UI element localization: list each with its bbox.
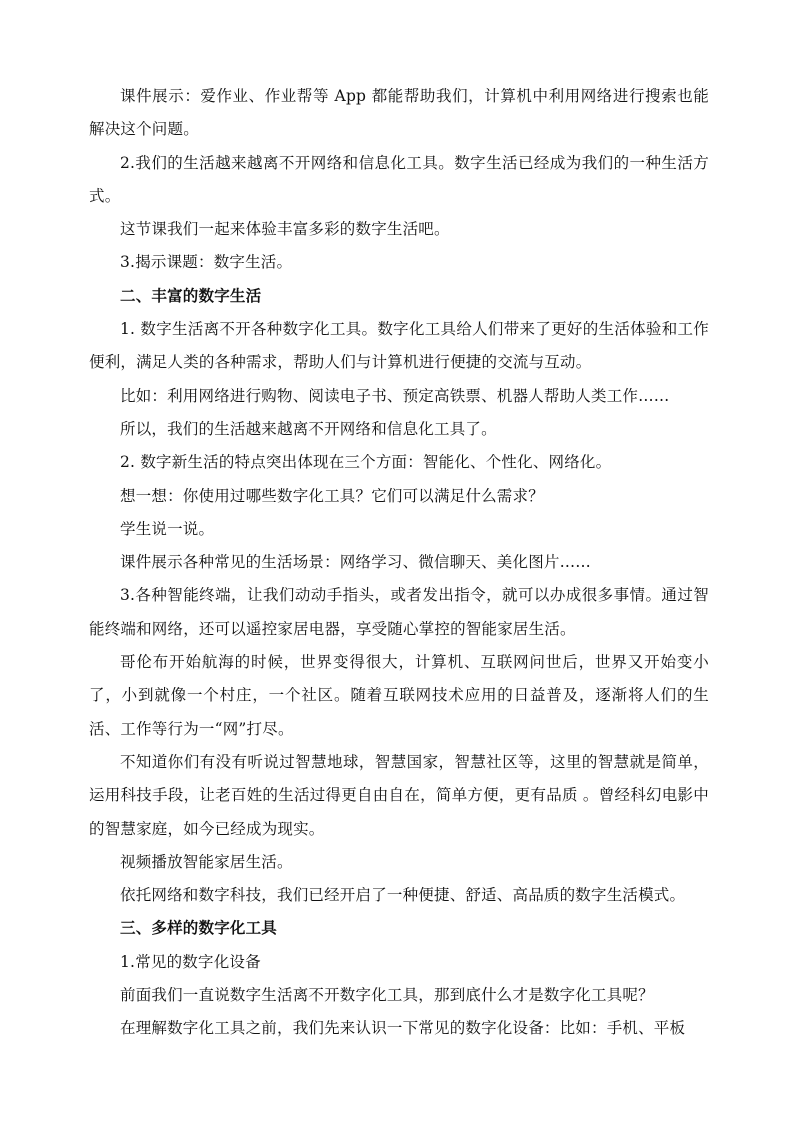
paragraph: 3.揭示课题：数字生活。: [120, 253, 293, 272]
section-heading: 三、多样的数字化工具: [120, 919, 278, 938]
paragraph: 3.各种智能终端，让我们动动手指头，或者发出指令，就可以办成很多事情。通过智能终端和网络，还可以遥控家居电器，享受随心掌控的智能家居生活。: [89, 586, 709, 638]
paragraph: 想一想：你使用过哪些数字化工具？它们可以满足什么需求？: [120, 486, 544, 505]
paragraph: 前面我们一直说数字生活离不开数字化工具，那到底什么才是数字化工具呢？: [120, 986, 654, 1005]
paragraph: 1.常见的数字化设备: [120, 952, 261, 971]
paragraph: 视频播放智能家居生活。: [120, 852, 293, 871]
paragraph: 在理解数字化工具之前，我们先来认识一下常见的数字化设备：比如：手机、平板: [120, 1019, 686, 1038]
paragraph: 2. 数字新生活的特点突出体现在三个方面：智能化、个性化、网络化。: [120, 453, 612, 472]
paragraph: 这节课我们一起来体验丰富多彩的数字生活吧。: [120, 220, 450, 239]
paragraph: 不知道你们有没有听说过智慧地球，智慧国家，智慧社区等，这里的智慧就是简单，运用科技手段，让老百姓的生活过得更自由自在，简单方便，更有品质 。曾经科幻电影中的智慧家庭，如今已经成为现实。: [89, 752, 709, 838]
paragraph: 课件展示：爱作业、作业帮等 App 都能帮助我们，计算机中利用网络进行搜索也能解决这个问题。: [89, 87, 709, 139]
paragraph: 哥伦布开始航海的时候，世界变得很大，计算机、互联网问世后，世界又开始变小了，小到就像一个村庄，一个社区。随着互联网技术应用的日益普及，逐渐将人们的生活、工作等行为一“网”打尽。: [89, 653, 709, 738]
paragraph: 所以，我们的生活越来越离不开网络和信息化工具了。: [120, 419, 497, 438]
paragraph: 学生说一说。: [120, 519, 215, 538]
paragraph: 依托网络和数字科技，我们已经开启了一种便捷、舒适、高品质的数字生活模式。: [120, 886, 686, 905]
document-body: [89, 80, 709, 1046]
paragraph: 比如：利用网络进行购物、阅读电子书、预定高铁票、机器人帮助人类工作……: [120, 386, 670, 405]
paragraph: 1. 数字生活离不开各种数字化工具。数字化工具给人们带来了更好的生活体验和工作便利，满足人类的各种需求，帮助人们与计算机进行便捷的交流与互动。: [89, 320, 709, 372]
paragraph: 课件展示各种常见的生活场景：网络学习、微信聊天、美化图片……: [120, 553, 592, 572]
paragraph: 2.我们的生活越来越离不开网络和信息化工具。数字生活已经成为我们的一种生活方式。: [89, 153, 709, 205]
section-heading: 二、丰富的数字生活: [120, 286, 262, 305]
